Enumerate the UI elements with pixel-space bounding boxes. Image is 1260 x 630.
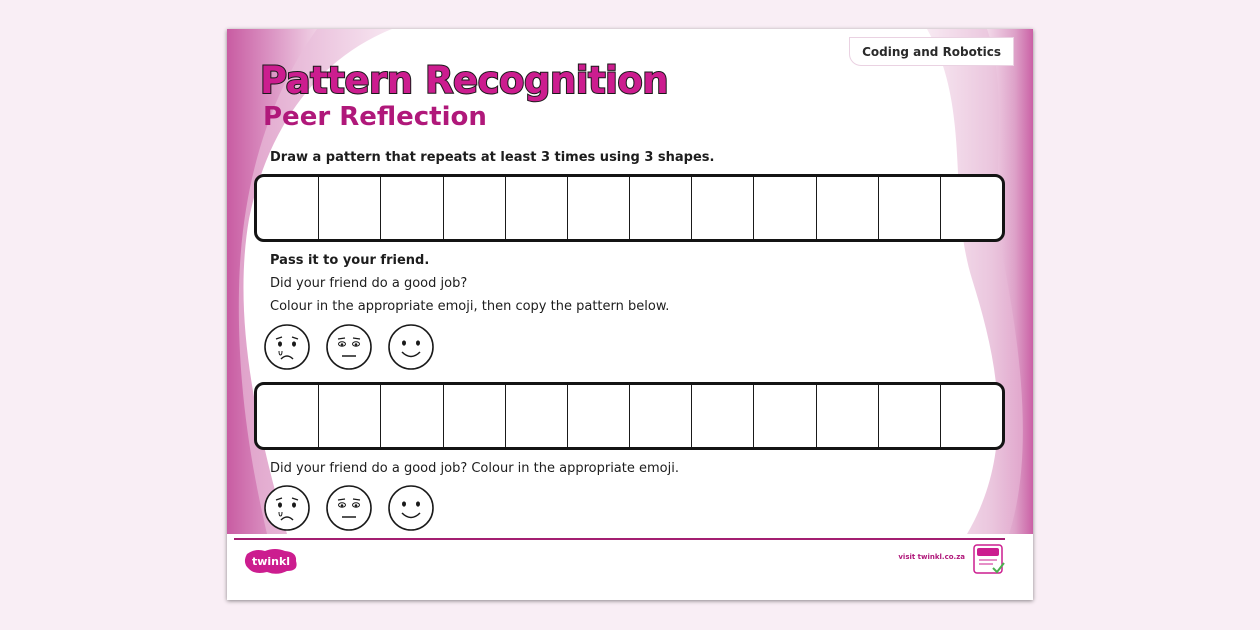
grid-cell[interactable]: [879, 177, 941, 239]
footer-divider: [234, 538, 1005, 540]
pattern-grid-bottom: [254, 382, 1005, 450]
grid-cell[interactable]: [630, 177, 692, 239]
grid-cell[interactable]: [257, 177, 319, 239]
logo-text: twinkl: [251, 555, 291, 568]
grid-cell[interactable]: [319, 177, 381, 239]
visit-link[interactable]: visit twinkl.co.za: [898, 553, 965, 561]
grid-cell[interactable]: [319, 385, 381, 447]
grid-cell[interactable]: [568, 385, 630, 447]
pass-to-friend-heading: Pass it to your friend.: [270, 253, 430, 268]
grid-cell[interactable]: [941, 385, 1002, 447]
grid-cell[interactable]: [630, 385, 692, 447]
grid-cell[interactable]: [941, 177, 1002, 239]
quality-stamp-icon: [973, 544, 1005, 576]
happy-face-icon[interactable]: [387, 323, 435, 371]
grid-cell[interactable]: [444, 385, 506, 447]
grid-cell[interactable]: [692, 177, 754, 239]
page-title: Pattern Recognition: [260, 59, 669, 102]
sad-face-icon[interactable]: [263, 323, 311, 371]
friend-question: Did your friend do a good job?: [270, 276, 468, 291]
grid-cell[interactable]: [381, 385, 443, 447]
emoji-row-bottom: [263, 484, 435, 532]
neutral-face-icon[interactable]: [325, 323, 373, 371]
grid-cell[interactable]: [257, 385, 319, 447]
grid-cell[interactable]: [817, 177, 879, 239]
grid-cell[interactable]: [879, 385, 941, 447]
worksheet-page: [227, 29, 1033, 600]
grid-cell[interactable]: [754, 177, 816, 239]
neutral-face-icon[interactable]: [325, 484, 373, 532]
happy-face-icon[interactable]: [387, 484, 435, 532]
page-subtitle: Peer Reflection: [263, 102, 487, 132]
colour-emoji-instruction: Colour in the appropriate emoji, then copy the pattern below.: [270, 299, 670, 314]
final-instruction: Did your friend do a good job? Colour in the appropriate emoji.: [270, 461, 679, 476]
sad-face-icon[interactable]: [263, 484, 311, 532]
grid-cell[interactable]: [506, 385, 568, 447]
twinkl-logo: [241, 546, 301, 576]
grid-cell[interactable]: [692, 385, 754, 447]
grid-cell[interactable]: [817, 385, 879, 447]
grid-cell[interactable]: [568, 177, 630, 239]
emoji-row-top: [263, 323, 435, 371]
subject-badge: Coding and Robotics: [849, 37, 1014, 66]
grid-cell[interactable]: [506, 177, 568, 239]
grid-cell[interactable]: [381, 177, 443, 239]
pattern-grid-top: [254, 174, 1005, 242]
grid-cell[interactable]: [754, 385, 816, 447]
grid-cell[interactable]: [444, 177, 506, 239]
instruction-draw-pattern: Draw a pattern that repeats at least 3 times using 3 shapes.: [270, 150, 715, 165]
